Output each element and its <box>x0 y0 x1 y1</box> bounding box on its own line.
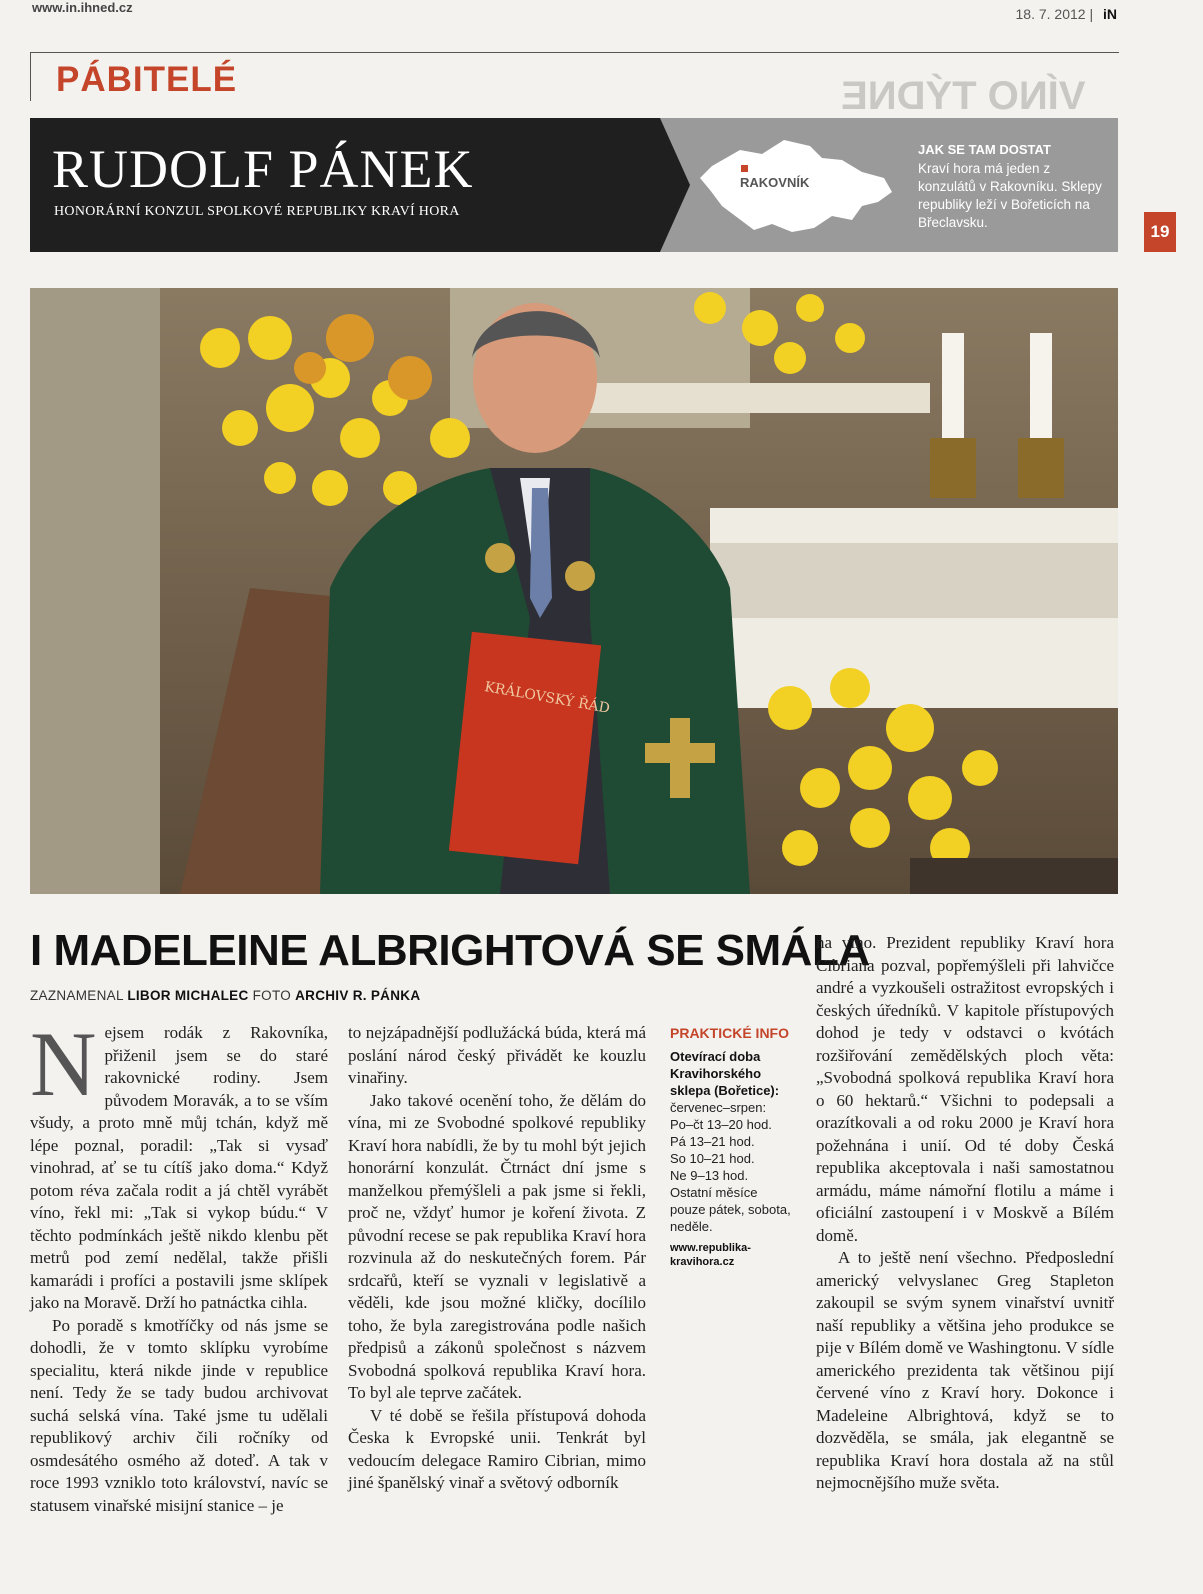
book-text: KRÁLOVSKÝ ŘÁD <box>483 679 612 717</box>
altar-top <box>590 383 930 413</box>
photo-credit: ARCHIV R. PÁNKA <box>295 988 421 1003</box>
hours-line: Ne 9–13 hod. <box>670 1168 749 1183</box>
paragraph: to nejzápadnější podlužácká búda, která má poslání národ český přivádět ke kouzlu vinařiny. <box>348 1023 646 1087</box>
directions-text: Kraví hora má jeden z konzulátů v Rakovníku. Sklepy republiky leží v Bořeticích na Břeclavsku. <box>918 161 1102 230</box>
show-through-text: VÍNO TÝDNE <box>840 74 1085 118</box>
practical-info-heading: PRAKTICKÉ INFO <box>670 1025 789 1041</box>
opening-hours-title: Otevírací doba Kravihorského sklepa (Bořetice): <box>670 1049 780 1098</box>
page-number: 19 <box>1144 212 1176 252</box>
paragraph: na víno. Prezident republiky Kraví hora Cibriana pozval, popřemýšleli při lahvičce andré a vyzkoušeli ostražitost evropských i českých úředníků. V kapitole přístupových dohod je tedy v odstavci o kvótách rozšiřování zemědělských ploch věta: „Svobodná spolková republika Kraví hora o 60 hektarů.“ Všichni to podepsali a orazítkovali a od roku 2000 je Kraví hora požehnána i unií. Od té doby Česká republika akceptovala i naši samostatnou armádu, máme námořní flotilu a máme i oficiální zastoupení i v Moskvě a Bílém domě. <box>816 933 1114 1245</box>
paragraph-text: ejsem rodák z Rakovníka, přiženil jsem se do staré rakovnické rodiny. Jsem původem Moravák, a to se vším všudy, a proto mně můj tchán, když mě lépe poznal, poradil: „Tak si vysaď vinohrad, ať se tu cítíš jako doma.“ Když potom réva začala rodit a já chtěl vyrábět víno, řekl mi: „Tak si vykop búdu.“ V těchto podmínkách ještě nikdo klenbu pět metrů pod zemí nedělal, takže přišli kamarádi i profíci a postavili jsme sklípek jako na Moravě. Drží ho patnáctka cihla. <box>30 1023 328 1312</box>
hours-line: Po–čt 13–20 hod. <box>670 1117 772 1132</box>
hours-line: Ostatní měsíce pouze pátek, sobota, neděle. <box>670 1185 791 1234</box>
drop-cap: N <box>30 1013 97 1115</box>
photo-illustration <box>30 288 1118 894</box>
hours-line: červenec–srpen: <box>670 1100 767 1115</box>
paragraph: Jako takové ocenění toho, že dělám do vína, mi ze Svobodné spolkové republiky Kraví hora nabídli, že by tu mohl být jejich honorární konzulát. Čtrnáct dní jsme s manželkou přemýšleli a pak jsme si řekli, proč ne, vždyť humor je koření života. Z původní recese se pak republika Kraví hora rozvinula až do neskutečných forem. Pár srdcařů, kteří se vyznali v legislativě a věděli, kde jsou možné kličky, docílilo toho, že byla zaregistrována podle našich předpisů a zákonů společnost s názvem Svobodná spolková republika Kraví hora. To byl ale teprve začátek. <box>348 1090 646 1402</box>
author-name: LIBOR MICHALEC <box>127 988 249 1003</box>
byline-label: ZAZNAMENAL <box>30 988 124 1003</box>
hours-line: Pá 13–21 hod. <box>670 1134 755 1149</box>
issue-date: 18. 7. 2012 | iN <box>1015 6 1117 22</box>
candle-left <box>942 333 964 443</box>
directions-heading: JAK SE TAM DOSTAT <box>918 142 1051 157</box>
paragraph <box>30 1013 328 1315</box>
paragraph: V té době se řešila přístupová dohoda Česka k Evropské unii. Tenkrát byl vedoucím delegace Ramiro Cibrian, mimo jiné španělský vinař a světový odborník <box>348 1405 646 1492</box>
practical-info-box <box>670 1025 794 1269</box>
brand-logo: iN <box>1103 6 1117 22</box>
article-column-2 <box>348 1022 646 1495</box>
person-name: RUDOLF PÁNEK <box>52 139 474 199</box>
date-text: 18. 7. 2012 <box>1015 6 1086 22</box>
paragraph: A to ještě není všechno. Předposlední americký velvyslanec Greg Stapleton zakoupil se svým synem vinařství uvnitř naší republiky a většina jeho produkce se pije v Bílém domě ve Washingtonu. V sídle amerického prezidenta tak většinou pijí červené víno z Kraví hory. Dokonce i Madeleine Albrightová, když se to dozvěděla, se smála, jak elegantně se republika Kraví hora dostala až na stůl nejmocnějšího muže světa. <box>816 1248 1114 1492</box>
article-column-1 <box>30 1013 328 1517</box>
website-url: www.republika-kravihora.cz <box>670 1242 751 1268</box>
map-label: RAKOVNÍK <box>740 175 810 190</box>
main-photo <box>30 288 1118 894</box>
site-url: www.in.ihned.cz <box>32 0 133 15</box>
person-title: HONORÁRNÍ KONZUL SPOLKOVÉ REPUBLIKY KRAVÍ HORA <box>54 204 460 219</box>
hours-line: So 10–21 hod. <box>670 1151 755 1166</box>
candle-right <box>1030 333 1052 443</box>
section-title: PÁBITELÉ <box>56 60 238 99</box>
byline <box>30 988 420 1003</box>
paragraph: Po poradě s kmotříčky od nás jsme se dohodli, že v tomto sklípku vyrobíme specialitu, která nikde jinde v republice není. Tedy že se tady budou archivovat suchá selská vína. Také jsme tu udělali republikový archiv čili ročníky od osmdesátého osmého až doteď. A tak v roce 1993 vzniklo toto království, navíc se statusem vinařské misijní stanice – je <box>30 1315 328 1515</box>
red-book <box>449 632 601 864</box>
byline-label: FOTO <box>252 988 292 1003</box>
map-marker-icon <box>741 165 748 172</box>
article-headline: I MADELEINE ALBRIGHTOVÁ SE SMÁLA <box>30 926 870 975</box>
article-column-3 <box>816 932 1114 1495</box>
